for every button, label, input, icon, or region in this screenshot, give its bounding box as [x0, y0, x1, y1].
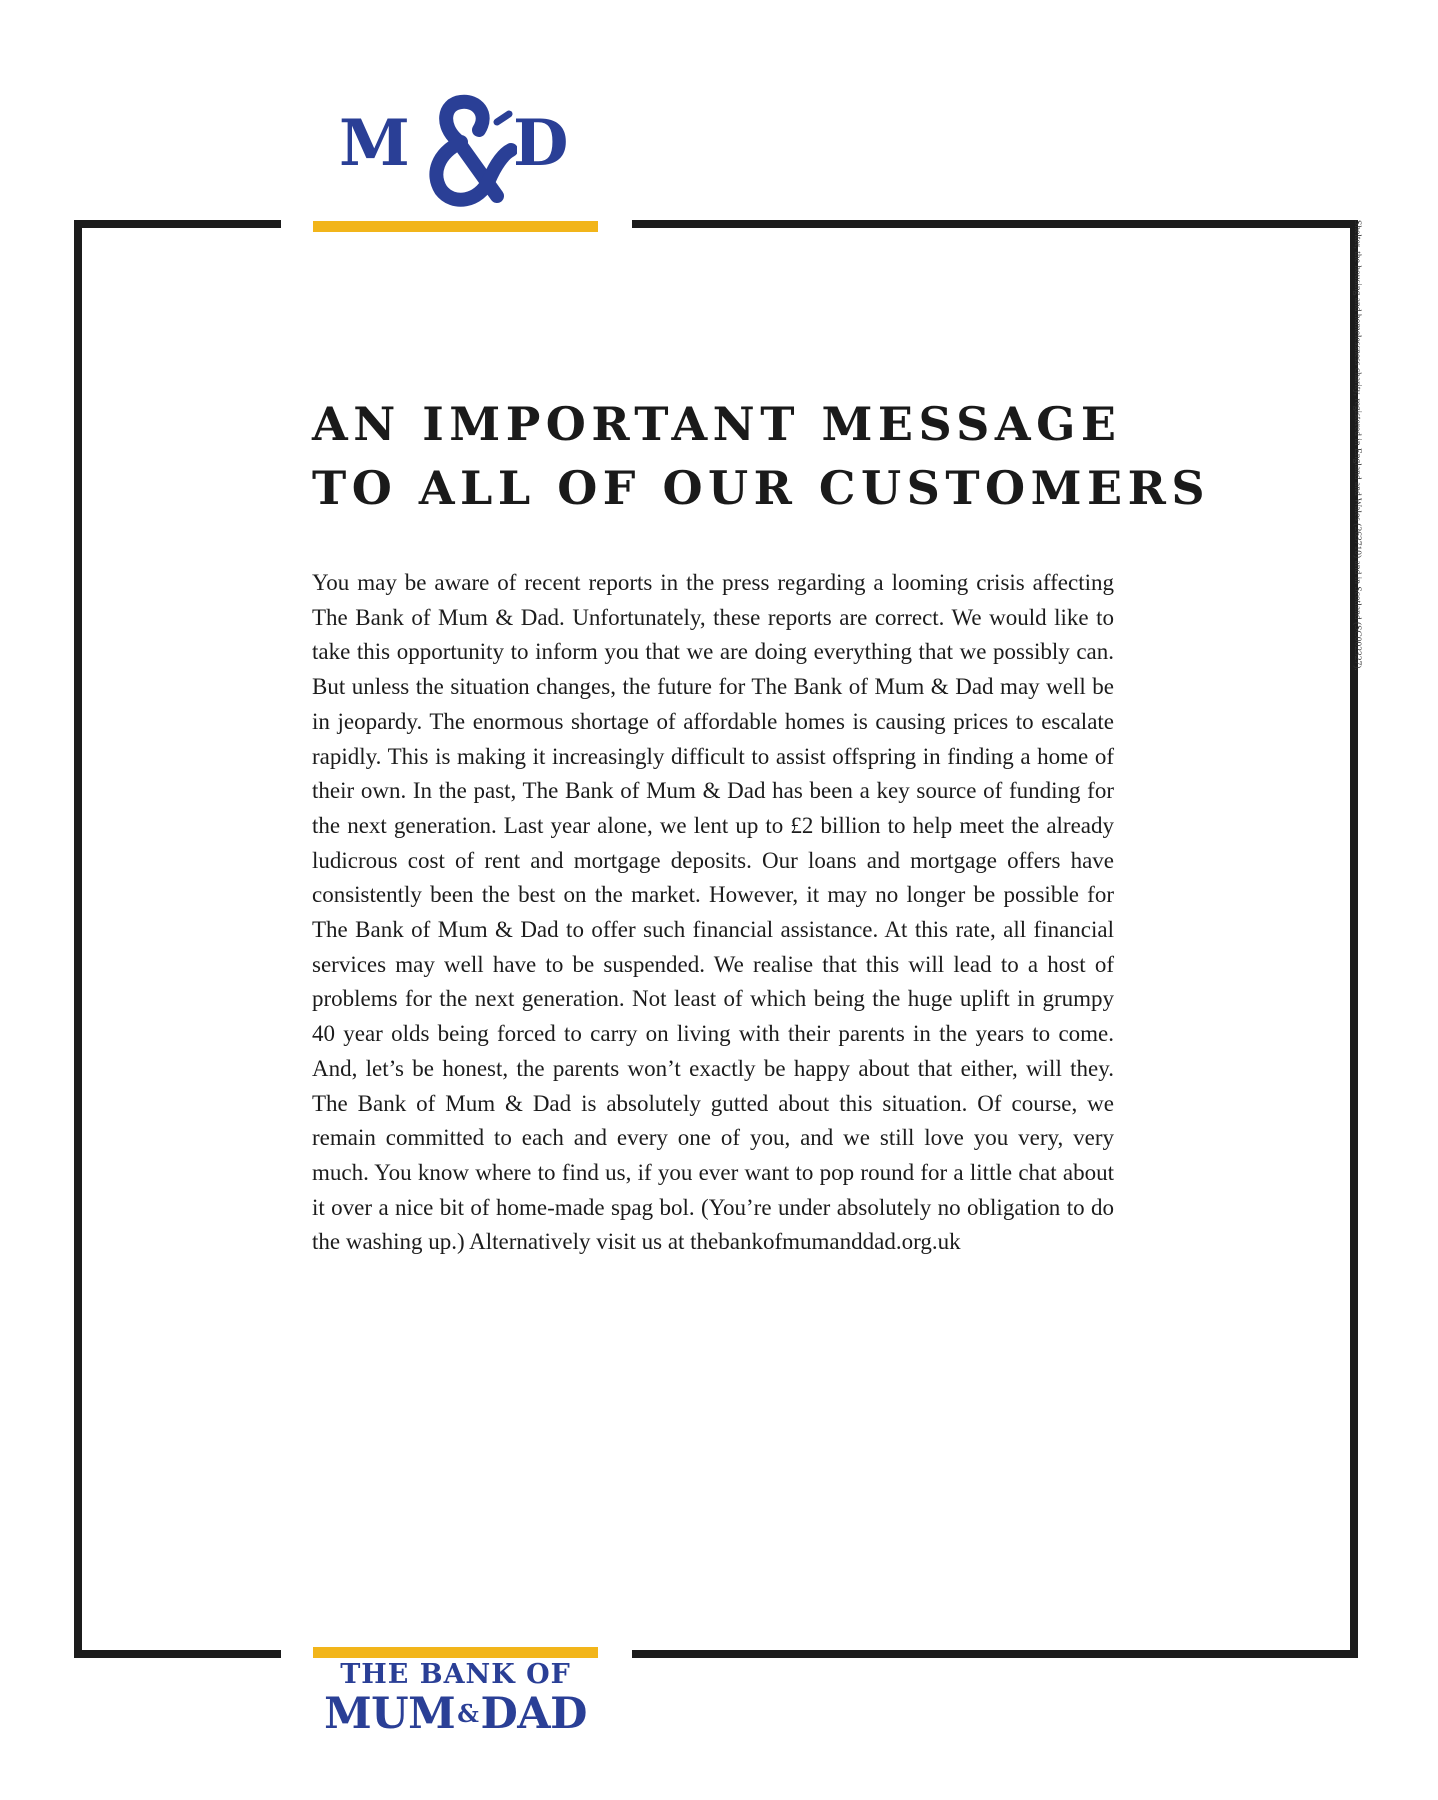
frame-left — [74, 220, 82, 1658]
charity-registration-note: Shelter, the housing and homelessness charity, registered in England and Wales (263710) and in Scotland (SC002327). — [1352, 220, 1362, 671]
title-line-2: TO ALL OF OUR CUSTOMERS — [312, 461, 1211, 515]
bottom-accent-bar — [313, 1647, 598, 1658]
frame-top-right — [632, 220, 1358, 228]
logo-letter-d: D — [513, 106, 569, 181]
ampersand-icon — [417, 92, 517, 210]
frame-bottom-right — [632, 1650, 1358, 1658]
logo-ampersand: & — [457, 1699, 479, 1728]
top-accent-bar — [313, 221, 598, 232]
page-title — [312, 392, 1211, 520]
message-body: You may be aware of recent reports in the press regarding a looming crisis affecting The Bank of Mum & Dad. Unfortunately, these reports are correct. We would like to take this opportunity to inform you that we are doing everything that we possibly can. But unless the situation changes, the future for The Bank of Mum & Dad may well be in jeopardy. The enormous shortage of affordable homes is causing prices to escalate rapidly. This is making it increasingly difficult to assist offspring in finding a home of their own. In the past, The Bank of Mum & Dad has been a key source of funding for the next generation. Last year alone, we lent up to £2 billion to help meet the already ludicrous cost of rent and mortgage deposits. Our loans and mortgage offers have consistently been the best on the market. However, it may no longer be possible for The Bank of Mum & Dad to offer such financial assistance. At this rate, all financial services may well have to be suspended. We realise that this will lead to a host of problems for the next generation. Not least of which being the huge uplift in grumpy 40 year olds being forced to carry on living with their parents in the years to come. And, let’s be honest, the parents won’t exactly be happy about that either, will they. The Bank of Mum & Dad is absolutely gutted about this situation. Of course, we remain committed to each and every one of you, and we still love you very, very much. You know where to find us, if you ever want to pop round for a little chat about it over a nice bit of home-made spag bol. (You’re under absolutely no obligation to do the washing up.) Alternatively visit us at thebankofmumanddad.org.uk — [312, 570, 1114, 1255]
logo-line-mum-dad — [313, 1690, 598, 1738]
logo-letter-m: M — [339, 106, 410, 181]
title-line-1: AN IMPORTANT MESSAGE — [312, 397, 1122, 451]
logo-word-mum: MUM — [324, 1689, 456, 1739]
logo-line-bank-of: THE BANK OF — [340, 1659, 571, 1690]
frame-top-left — [74, 220, 281, 228]
md-logo — [333, 92, 593, 210]
bank-of-mum-and-dad-logo — [313, 1660, 598, 1738]
logo-word-dad: DAD — [480, 1689, 587, 1739]
frame-bottom-left — [74, 1650, 281, 1658]
